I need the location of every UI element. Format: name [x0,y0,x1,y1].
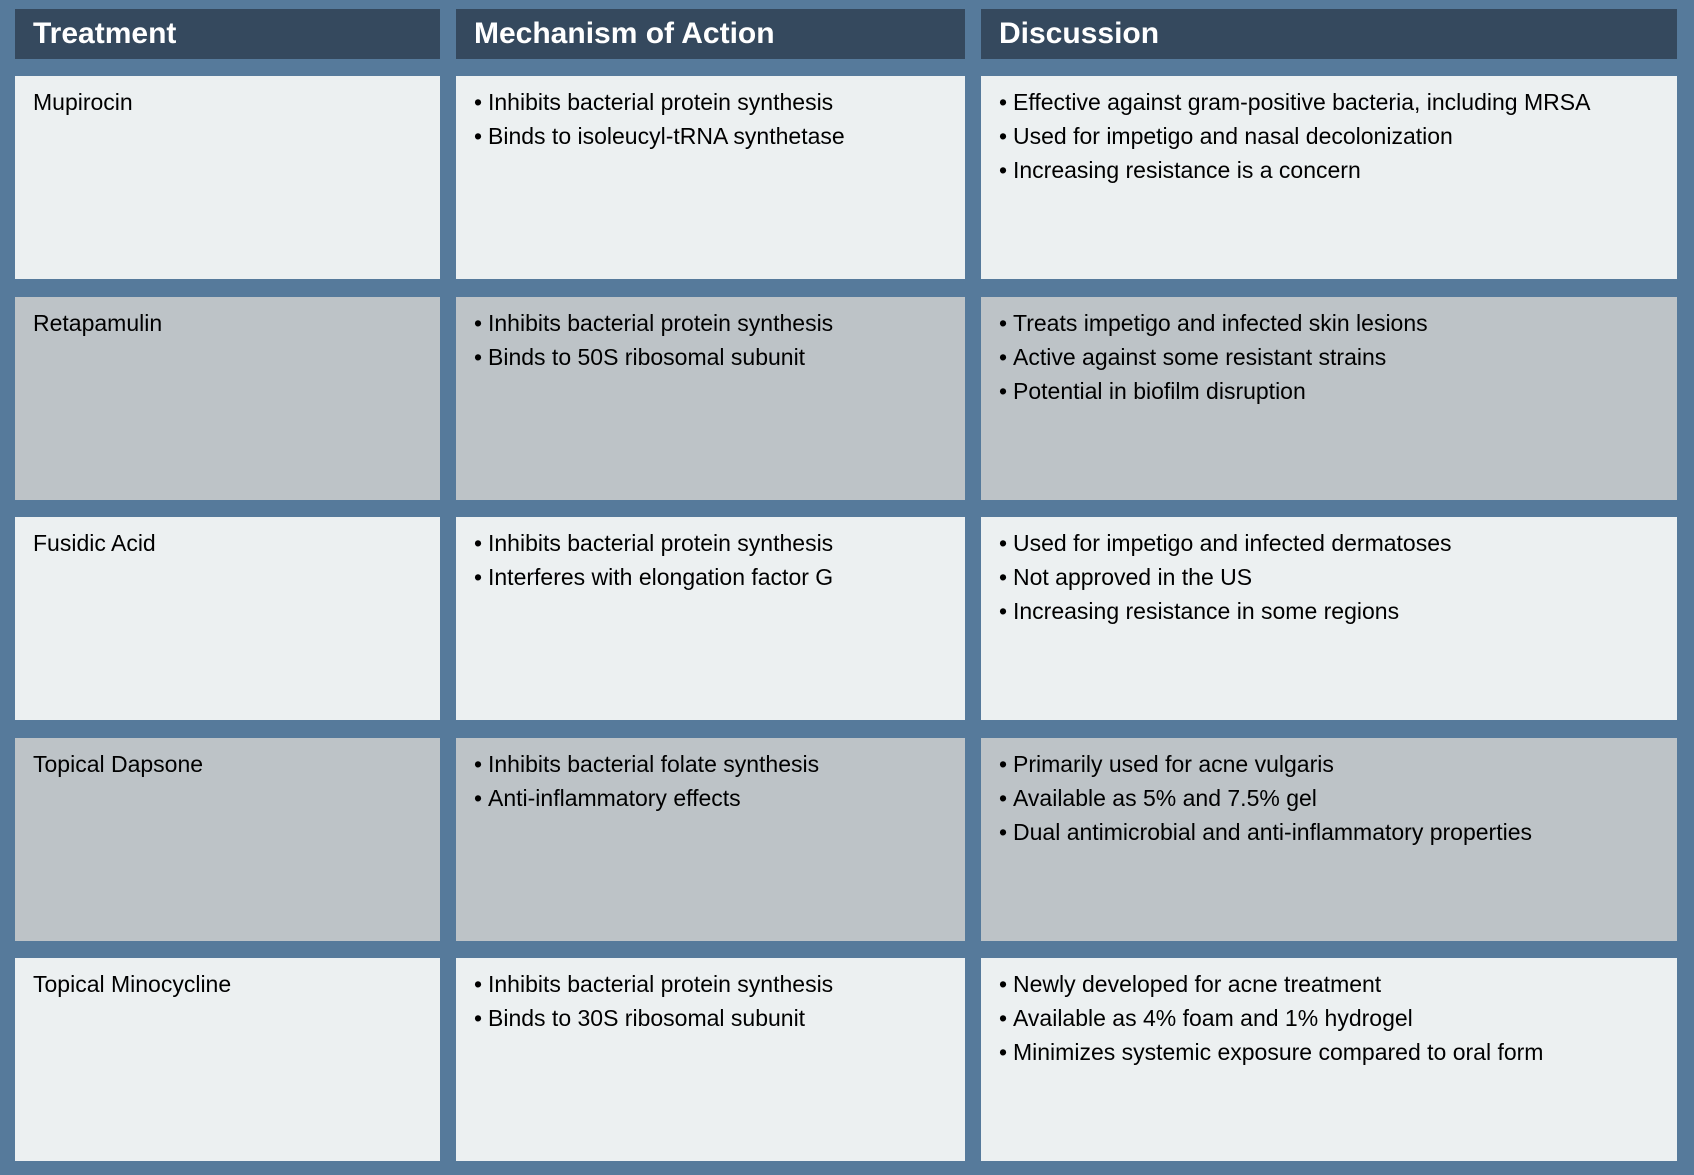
bullet-icon: • [999,1005,1008,1031]
mechanism-text: Anti-inflammatory effects [488,785,741,811]
bullet-icon: • [474,971,483,997]
treatment-name: Topical Minocycline [33,971,232,997]
bullet-icon: • [474,89,483,115]
discussion-text: Newly developed for acne treatment [1013,971,1382,997]
discussion-item [999,785,1677,819]
mechanism-item [474,785,965,819]
bullet-icon: • [999,819,1008,845]
bullet-icon: • [474,564,483,590]
discussion-text: Available as 4% foam and 1% hydrogel [1013,1005,1413,1031]
discussion-item [999,751,1677,785]
discussion-text: Increasing resistance is a concern [1013,157,1361,183]
discussion-cell [981,958,1677,1161]
mechanism-text: Binds to 50S ribosomal subunit [488,344,806,370]
mechanism-text: Inhibits bacterial protein synthesis [488,89,834,115]
discussion-text: Used for impetigo and nasal decolonization [1013,123,1453,149]
discussion-item [999,530,1677,564]
discussion-item [999,157,1677,191]
discussion-item [999,819,1677,853]
mechanism-item [474,751,965,785]
bullet-icon: • [999,598,1008,624]
treatment-name: Mupirocin [33,89,133,115]
discussion-text: Dual antimicrobial and anti-inflammatory properties [1013,819,1533,845]
mechanism-item [474,310,965,344]
bullet-icon: • [999,123,1008,149]
discussion-text: Minimizes systemic exposure compared to oral form [1013,1039,1544,1065]
discussion-item [999,344,1677,378]
treatment-name: Retapamulin [33,310,163,336]
bullet-icon: • [999,344,1008,370]
treatment-name: Topical Dapsone [33,751,204,777]
discussion-cell [981,297,1677,500]
bullet-icon: • [999,157,1008,183]
mechanism-text: Interferes with elongation factor G [488,564,834,590]
bullet-icon: • [999,530,1008,556]
mechanism-item [474,123,965,157]
bullet-icon: • [999,785,1008,811]
bullet-icon: • [999,1039,1008,1065]
discussion-cell [981,738,1677,941]
mechanism-text: Inhibits bacterial protein synthesis [488,310,834,336]
discussion-item [999,123,1677,157]
bullet-icon: • [999,378,1008,404]
bullet-icon: • [999,564,1008,590]
discussion-text: Not approved in the US [1013,564,1253,590]
header-discussion: Discussion [981,9,1677,59]
discussion-cell [981,517,1677,720]
treatment-cell [15,958,440,1161]
bullet-icon: • [999,971,1008,997]
treatment-cell [15,738,440,941]
treatment-name: Fusidic Acid [33,530,156,556]
treatment-cell [15,297,440,500]
discussion-item [999,378,1677,412]
mechanism-item [474,1005,965,1039]
bullet-icon: • [474,310,483,336]
discussion-item [999,89,1677,123]
bullet-icon: • [999,89,1008,115]
mechanism-text: Binds to 30S ribosomal subunit [488,1005,806,1031]
discussion-item [999,564,1677,598]
mechanism-cell [456,958,965,1161]
bullet-icon: • [474,530,483,556]
mechanism-text: Inhibits bacterial folate synthesis [488,751,820,777]
bullet-icon: • [474,344,483,370]
mechanism-item [474,530,965,564]
discussion-item [999,1039,1677,1073]
mechanism-cell [456,738,965,941]
discussion-cell [981,76,1677,279]
bullet-icon: • [999,751,1008,777]
bullet-icon: • [474,751,483,777]
mechanism-text: Inhibits bacterial protein synthesis [488,530,834,556]
mechanism-item [474,344,965,378]
treatment-cell [15,517,440,720]
mechanism-cell [456,517,965,720]
discussion-item [999,1005,1677,1039]
discussion-item [999,971,1677,1005]
header-mechanism-of-action: Mechanism of Action [456,9,965,59]
discussion-item [999,598,1677,632]
treatment-cell [15,76,440,279]
mechanism-item [474,564,965,598]
discussion-text: Treats impetigo and infected skin lesions [1013,310,1428,336]
mechanism-item [474,971,965,1005]
bullet-icon: • [999,310,1008,336]
discussion-text: Used for impetigo and infected dermatoses [1013,530,1452,556]
discussion-item [999,310,1677,344]
header-treatment: Treatment [15,9,440,59]
mechanism-text: Inhibits bacterial protein synthesis [488,971,834,997]
discussion-text: Available as 5% and 7.5% gel [1013,785,1317,811]
discussion-text: Primarily used for acne vulgaris [1013,751,1334,777]
bullet-icon: • [474,123,483,149]
bullet-icon: • [474,1005,483,1031]
mechanism-item [474,89,965,123]
discussion-text: Potential in biofilm disruption [1013,378,1306,404]
bullet-icon: • [474,785,483,811]
discussion-text: Active against some resistant strains [1013,344,1387,370]
discussion-text: Increasing resistance in some regions [1013,598,1400,624]
mechanism-text: Binds to isoleucyl-tRNA synthetase [488,123,845,149]
discussion-text: Effective against gram-positive bacteria, including MRSA [1013,89,1591,115]
mechanism-cell [456,76,965,279]
mechanism-cell [456,297,965,500]
